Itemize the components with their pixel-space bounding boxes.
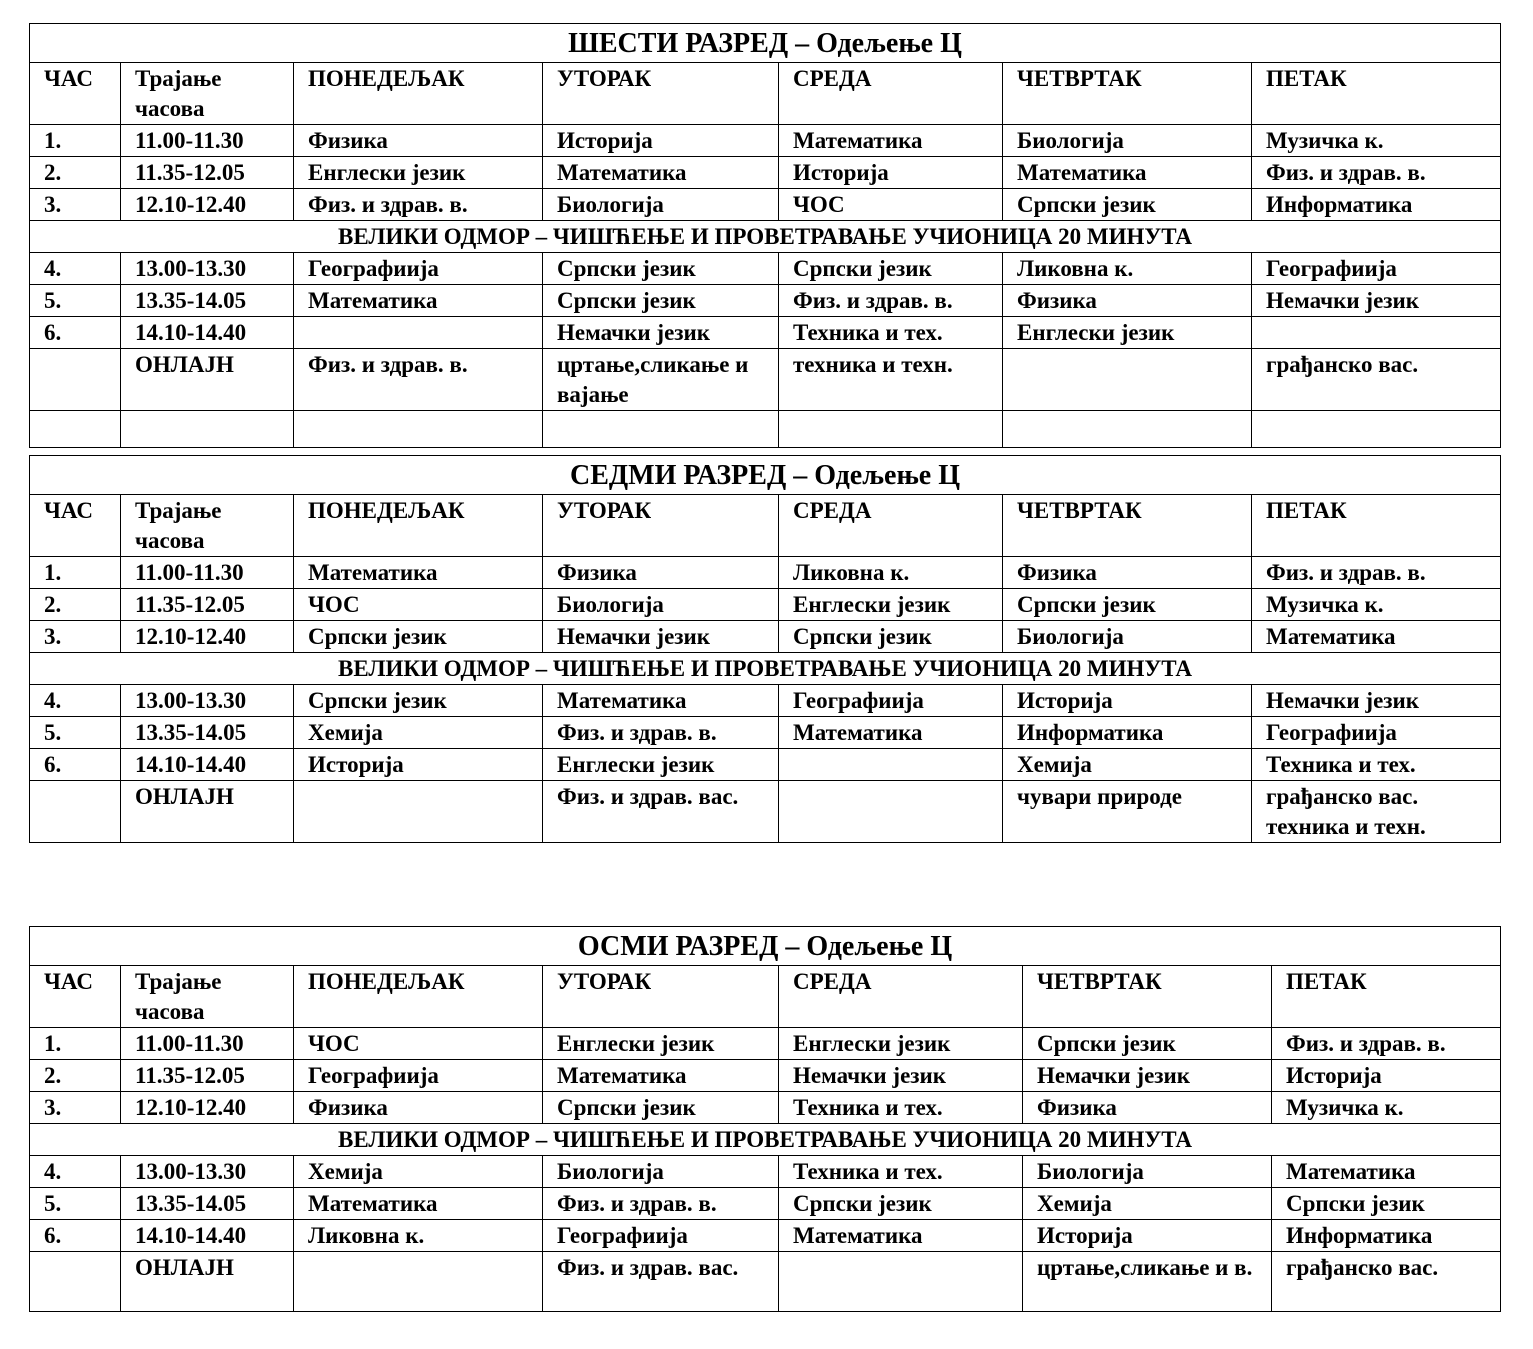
- cell-thursday: Биологија: [1023, 1156, 1272, 1188]
- schedule-title: ШЕСТИ РАЗРЕД – Одељење Ц: [30, 24, 1501, 63]
- break-row: [30, 653, 1501, 685]
- table-row: [30, 157, 1501, 189]
- empty-cell: [1252, 411, 1501, 448]
- empty-row: [30, 411, 1501, 448]
- cell-wednesday: Српски језик: [779, 621, 1003, 653]
- online-row: [30, 781, 1501, 843]
- header-thursday: ЧЕТВРТАК: [1003, 495, 1252, 557]
- cell-friday: Физ. и здрав. в.: [1252, 557, 1501, 589]
- table-row: [30, 1092, 1501, 1124]
- break-notice: ВЕЛИКИ ОДМОР – ЧИШЋЕЊЕ И ПРОВЕТРАВАЊЕ УЧИОНИЦА 20 МИНУТА: [30, 1124, 1501, 1156]
- header-lesson: ЧАС: [30, 63, 121, 125]
- cell-friday: [1252, 317, 1501, 349]
- cell-thursday: Историја: [1003, 685, 1252, 717]
- cell-duration: 13.35-14.05: [121, 1188, 294, 1220]
- title-row: [30, 456, 1501, 495]
- cell-wednesday: Историја: [779, 157, 1003, 189]
- cell-monday: Хемија: [294, 717, 543, 749]
- cell-duration: 13.35-14.05: [121, 717, 294, 749]
- online-friday: грађанско вас. техника и техн.: [1252, 781, 1501, 843]
- grade6-schedule-table: [29, 23, 1501, 448]
- cell-monday: Енглески језик: [294, 157, 543, 189]
- cell-friday: Музичка к.: [1252, 125, 1501, 157]
- header-friday: ПЕТАК: [1252, 495, 1501, 557]
- online-lesson: [30, 1252, 121, 1312]
- cell-lesson: 3.: [30, 1092, 121, 1124]
- cell-tuesday: Српски језик: [543, 253, 779, 285]
- grade8-schedule-table: [29, 926, 1501, 1312]
- cell-duration: 13.35-14.05: [121, 285, 294, 317]
- cell-duration: 11.35-12.05: [121, 157, 294, 189]
- cell-tuesday: Биологија: [543, 189, 779, 221]
- cell-thursday: Математика: [1003, 157, 1252, 189]
- cell-friday: Немачки језик: [1252, 685, 1501, 717]
- cell-thursday: Српски језик: [1003, 189, 1252, 221]
- cell-friday: Српски језик: [1272, 1188, 1501, 1220]
- header-lesson: ЧАС: [30, 966, 121, 1028]
- schedule-title: ОСМИ РАЗРЕД – Одељење Ц: [30, 927, 1501, 966]
- online-thursday: [1003, 349, 1252, 411]
- cell-monday: ЧОС: [294, 1028, 543, 1060]
- online-wednesday: техника и техн.: [779, 349, 1003, 411]
- cell-friday: Математика: [1272, 1156, 1501, 1188]
- break-notice: ВЕЛИКИ ОДМОР – ЧИШЋЕЊЕ И ПРОВЕТРАВАЊЕ УЧИОНИЦА 20 МИНУТА: [30, 221, 1501, 253]
- cell-thursday: Биологија: [1003, 125, 1252, 157]
- online-monday: [294, 781, 543, 843]
- cell-friday: Физ. и здрав. в.: [1252, 157, 1501, 189]
- cell-wednesday: Техника и тех.: [779, 1156, 1023, 1188]
- cell-tuesday: Биологија: [543, 1156, 779, 1188]
- cell-monday: Физ. и здрав. в.: [294, 189, 543, 221]
- cell-monday: Географиија: [294, 253, 543, 285]
- cell-lesson: 1.: [30, 1028, 121, 1060]
- cell-wednesday: Техника и тех.: [779, 317, 1003, 349]
- cell-wednesday: Техника и тех.: [779, 1092, 1023, 1124]
- cell-duration: 12.10-12.40: [121, 621, 294, 653]
- header-tuesday: УТОРАК: [543, 63, 779, 125]
- cell-wednesday: Математика: [779, 125, 1003, 157]
- cell-duration: 12.10-12.40: [121, 1092, 294, 1124]
- cell-lesson: 6.: [30, 749, 121, 781]
- cell-wednesday: Ликовна к.: [779, 557, 1003, 589]
- cell-wednesday: Српски језик: [779, 1188, 1023, 1220]
- cell-lesson: 2.: [30, 589, 121, 621]
- empty-cell: [1003, 411, 1252, 448]
- schedule-title: СЕДМИ РАЗРЕД – Одељење Ц: [30, 456, 1501, 495]
- cell-tuesday: Физика: [543, 557, 779, 589]
- cell-lesson: 4.: [30, 1156, 121, 1188]
- cell-thursday: Физика: [1003, 285, 1252, 317]
- cell-monday: Ликовна к.: [294, 1220, 543, 1252]
- title-row: [30, 24, 1501, 63]
- break-row: [30, 1124, 1501, 1156]
- cell-thursday: Физика: [1023, 1092, 1272, 1124]
- cell-tuesday: Математика: [543, 1060, 779, 1092]
- table-row: [30, 189, 1501, 221]
- header-row: [30, 63, 1501, 125]
- cell-duration: 11.35-12.05: [121, 1060, 294, 1092]
- cell-lesson: 5.: [30, 1188, 121, 1220]
- online-wednesday: [779, 1252, 1023, 1312]
- cell-monday: Математика: [294, 557, 543, 589]
- header-wednesday: СРЕДА: [779, 63, 1003, 125]
- online-monday: [294, 1252, 543, 1312]
- empty-cell: [543, 411, 779, 448]
- cell-thursday: Српски језик: [1003, 589, 1252, 621]
- cell-tuesday: Српски језик: [543, 285, 779, 317]
- cell-thursday: Историја: [1023, 1220, 1272, 1252]
- header-row: [30, 966, 1501, 1028]
- empty-cell: [779, 411, 1003, 448]
- cell-lesson: 4.: [30, 253, 121, 285]
- header-friday: ПЕТАК: [1272, 966, 1501, 1028]
- online-duration: ОНЛАЈН: [121, 781, 294, 843]
- cell-thursday: Хемија: [1003, 749, 1252, 781]
- cell-friday: Информатика: [1272, 1220, 1501, 1252]
- cell-tuesday: Историја: [543, 125, 779, 157]
- cell-friday: Информатика: [1252, 189, 1501, 221]
- online-duration: ОНЛАЈН: [121, 349, 294, 411]
- table-row: [30, 125, 1501, 157]
- table-row: [30, 1156, 1501, 1188]
- cell-tuesday: Биологија: [543, 589, 779, 621]
- cell-duration: 13.00-13.30: [121, 253, 294, 285]
- cell-tuesday: Географиија: [543, 1220, 779, 1252]
- header-duration: Трајање часова: [121, 966, 294, 1028]
- cell-wednesday: Енглески језик: [779, 1028, 1023, 1060]
- cell-lesson: 4.: [30, 685, 121, 717]
- cell-friday: Географиија: [1252, 717, 1501, 749]
- cell-wednesday: Енглески језик: [779, 589, 1003, 621]
- table-row: [30, 685, 1501, 717]
- cell-monday: [294, 317, 543, 349]
- cell-thursday: Немачки језик: [1023, 1060, 1272, 1092]
- cell-thursday: Информатика: [1003, 717, 1252, 749]
- header-thursday: ЧЕТВРТАК: [1003, 63, 1252, 125]
- cell-duration: 13.00-13.30: [121, 1156, 294, 1188]
- cell-monday: Математика: [294, 1188, 543, 1220]
- online-tuesday: цртање,сликање и вајање: [543, 349, 779, 411]
- table-row: [30, 1028, 1501, 1060]
- cell-thursday: Српски језик: [1023, 1028, 1272, 1060]
- cell-friday: Техника и тех.: [1252, 749, 1501, 781]
- cell-monday: ЧОС: [294, 589, 543, 621]
- online-lesson: [30, 349, 121, 411]
- online-wednesday: [779, 781, 1003, 843]
- table-row: [30, 1060, 1501, 1092]
- cell-wednesday: Математика: [779, 717, 1003, 749]
- online-friday: грађанско вас.: [1272, 1252, 1501, 1312]
- online-friday: грађанско вас.: [1252, 349, 1501, 411]
- header-monday: ПОНЕДЕЉАК: [294, 495, 543, 557]
- header-tuesday: УТОРАК: [543, 495, 779, 557]
- cell-friday: Математика: [1252, 621, 1501, 653]
- cell-lesson: 5.: [30, 717, 121, 749]
- table-row: [30, 317, 1501, 349]
- cell-monday: Физика: [294, 1092, 543, 1124]
- cell-monday: Математика: [294, 285, 543, 317]
- cell-duration: 11.00-11.30: [121, 557, 294, 589]
- cell-tuesday: Српски језик: [543, 1092, 779, 1124]
- online-thursday: цртање,сликање и в.: [1023, 1252, 1272, 1312]
- cell-monday: Српски језик: [294, 685, 543, 717]
- cell-thursday: Ликовна к.: [1003, 253, 1252, 285]
- online-tuesday: Физ. и здрав. вас.: [543, 781, 779, 843]
- online-duration: ОНЛАЈН: [121, 1252, 294, 1312]
- header-friday: ПЕТАК: [1252, 63, 1501, 125]
- cell-duration: 11.00-11.30: [121, 1028, 294, 1060]
- cell-tuesday: Енглески језик: [543, 749, 779, 781]
- cell-tuesday: Немачки језик: [543, 621, 779, 653]
- cell-lesson: 3.: [30, 189, 121, 221]
- cell-duration: 13.00-13.30: [121, 685, 294, 717]
- cell-duration: 11.00-11.30: [121, 125, 294, 157]
- cell-wednesday: [779, 749, 1003, 781]
- online-row: [30, 1252, 1501, 1312]
- cell-friday: Музичка к.: [1272, 1092, 1501, 1124]
- table-row: [30, 557, 1501, 589]
- empty-cell: [121, 411, 294, 448]
- cell-tuesday: Математика: [543, 685, 779, 717]
- table-row: [30, 749, 1501, 781]
- cell-duration: 14.10-14.40: [121, 749, 294, 781]
- cell-tuesday: Математика: [543, 157, 779, 189]
- header-monday: ПОНЕДЕЉАК: [294, 966, 543, 1028]
- cell-duration: 12.10-12.40: [121, 189, 294, 221]
- cell-lesson: 2.: [30, 157, 121, 189]
- cell-thursday: Хемија: [1023, 1188, 1272, 1220]
- cell-lesson: 3.: [30, 621, 121, 653]
- cell-wednesday: Српски језик: [779, 253, 1003, 285]
- cell-monday: Историја: [294, 749, 543, 781]
- cell-friday: Музичка к.: [1252, 589, 1501, 621]
- cell-thursday: Физика: [1003, 557, 1252, 589]
- cell-monday: Географиија: [294, 1060, 543, 1092]
- header-duration: Трајање часова: [121, 63, 294, 125]
- cell-tuesday: Физ. и здрав. в.: [543, 1188, 779, 1220]
- cell-monday: Српски језик: [294, 621, 543, 653]
- table-row: [30, 1220, 1501, 1252]
- cell-tuesday: Немачки језик: [543, 317, 779, 349]
- grade7-schedule-table: [29, 455, 1501, 843]
- cell-tuesday: Енглески језик: [543, 1028, 779, 1060]
- cell-wednesday: Математика: [779, 1220, 1023, 1252]
- header-thursday: ЧЕТВРТАК: [1023, 966, 1272, 1028]
- header-wednesday: СРЕДА: [779, 966, 1023, 1028]
- cell-friday: Физ. и здрав. в.: [1272, 1028, 1501, 1060]
- cell-duration: 14.10-14.40: [121, 317, 294, 349]
- empty-cell: [294, 411, 543, 448]
- break-notice: ВЕЛИКИ ОДМОР – ЧИШЋЕЊЕ И ПРОВЕТРАВАЊЕ УЧИОНИЦА 20 МИНУТА: [30, 653, 1501, 685]
- cell-friday: Географиија: [1252, 253, 1501, 285]
- table-row: [30, 285, 1501, 317]
- online-lesson: [30, 781, 121, 843]
- online-thursday: чувари природе: [1003, 781, 1252, 843]
- cell-friday: Историја: [1272, 1060, 1501, 1092]
- header-lesson: ЧАС: [30, 495, 121, 557]
- cell-duration: 14.10-14.40: [121, 1220, 294, 1252]
- online-tuesday: Физ. и здрав. вас.: [543, 1252, 779, 1312]
- cell-wednesday: Физ. и здрав. в.: [779, 285, 1003, 317]
- cell-wednesday: Немачки језик: [779, 1060, 1023, 1092]
- table-row: [30, 1188, 1501, 1220]
- cell-tuesday: Физ. и здрав. в.: [543, 717, 779, 749]
- empty-cell: [30, 411, 121, 448]
- header-monday: ПОНЕДЕЉАК: [294, 63, 543, 125]
- header-row: [30, 495, 1501, 557]
- header-tuesday: УТОРАК: [543, 966, 779, 1028]
- table-row: [30, 589, 1501, 621]
- title-row: [30, 927, 1501, 966]
- cell-thursday: Енглески језик: [1003, 317, 1252, 349]
- cell-lesson: 2.: [30, 1060, 121, 1092]
- cell-wednesday: Географиија: [779, 685, 1003, 717]
- online-monday: Физ. и здрав. в.: [294, 349, 543, 411]
- cell-wednesday: ЧОС: [779, 189, 1003, 221]
- online-row: [30, 349, 1501, 411]
- break-row: [30, 221, 1501, 253]
- cell-lesson: 5.: [30, 285, 121, 317]
- cell-lesson: 6.: [30, 317, 121, 349]
- cell-duration: 11.35-12.05: [121, 589, 294, 621]
- cell-monday: Хемија: [294, 1156, 543, 1188]
- table-row: [30, 621, 1501, 653]
- header-wednesday: СРЕДА: [779, 495, 1003, 557]
- table-row: [30, 253, 1501, 285]
- cell-thursday: Биологија: [1003, 621, 1252, 653]
- cell-lesson: 1.: [30, 557, 121, 589]
- cell-lesson: 6.: [30, 1220, 121, 1252]
- cell-monday: Физика: [294, 125, 543, 157]
- table-row: [30, 717, 1501, 749]
- cell-friday: Немачки језик: [1252, 285, 1501, 317]
- cell-lesson: 1.: [30, 125, 121, 157]
- header-duration: Трајање часова: [121, 495, 294, 557]
